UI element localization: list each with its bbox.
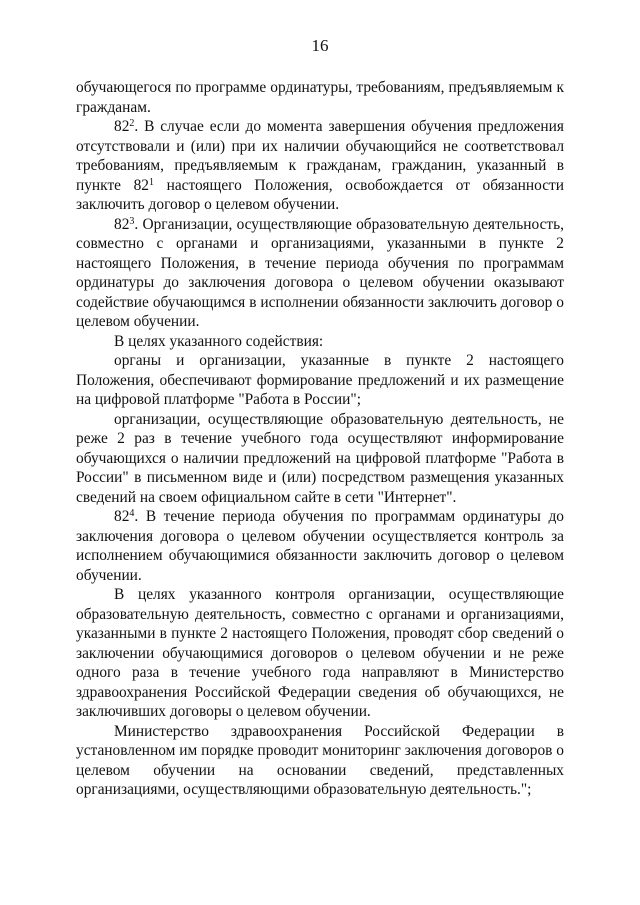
- paragraph-continuation: [76, 78, 564, 117]
- paragraph-text: В целях указанного контроля организации, осуществляющие образовательную деятельность, совместно с органами и организациями, указанными в пункте 2 настоящего Положения, проводят сбор сведений о заключении обучающимися договоров о целевом обучении и не реже одного раза в течение учебного года направляют в Министерство здравоохранения Российской Федерации сведения об обучающихся, не заключивших договоры о целевом обучении.: [76, 586, 564, 720]
- paragraph-organs-ensure: [76, 351, 564, 410]
- clause-superscript: 3: [129, 215, 135, 227]
- clause-superscript: 4: [129, 508, 135, 519]
- paragraph-text: организации, осуществляющие образовательную деятельность, не реже 2 раз в течение учебного года осуществляют информирование обучающихся о наличии предложений на цифровой платформе "Работа в России" в письменном виде и (или) посредством размещения указанных сведений на своем официальном сайте в сети "Интернет".: [76, 410, 564, 506]
- document-body: [76, 78, 564, 800]
- paragraph-82-4: [76, 507, 564, 585]
- paragraph-text: . В течение периода обучения по программам ординатуры до заключения договора о целевом обучении осуществляется контроль за исполнением обучающимися обязанности заключить договор о целевом обучении.: [76, 508, 564, 584]
- clause-superscript: 2: [129, 118, 135, 129]
- page-number: 16: [311, 36, 329, 55]
- paragraph-text: В целях указанного содействия:: [114, 332, 324, 350]
- paragraph-text: настоящего Положения, освобождается от обязанности заключить договор о целевом обучении.: [76, 176, 564, 213]
- paragraph-control-purpose: [76, 585, 564, 722]
- clause-number: 82: [114, 508, 130, 525]
- reference-superscript: 1: [149, 176, 154, 188]
- paragraph-text: обучающегося по программе ординатуры, требованиям, предъявляемым к гражданам.: [76, 79, 564, 116]
- paragraph-text: . В случае если до момента завершения обучения предложения отсутствовали и (или) при их наличии обучающийся не соответствовал требованиям, предъявляемым к гражданам, гражданин, указанный в пункте 82: [76, 118, 564, 194]
- clause-number: 82: [114, 215, 130, 233]
- paragraph-assistance-intro: [76, 332, 564, 352]
- paragraph-ministry-monitoring: [76, 722, 564, 800]
- paragraph-82-2: [76, 117, 564, 215]
- clause-number: 82: [114, 118, 130, 135]
- paragraph-text: органы и организации, указанные в пункте 2 настоящего Положения, обеспечивают формирование предложений и их размещение на цифровой платформе "Работа в России";: [76, 352, 564, 408]
- paragraph-text: . Организации, осуществляющие образовательную деятельность, совместно с органами и организациями, указанными в пункте 2 настоящего Положения, в течение периода обучения по программам ординатуры до заключения договора о целевом обучении оказывают содействие обучающимся в исполнении обязанности заключить договор о целевом обучении.: [76, 215, 564, 330]
- paragraph-text: Министерство здравоохранения Российской Федерации в установленном им порядке проводит мониторинг заключения договоров о целевом обучении на основании сведений, представленных организациями, осуществляющими образовательную деятельность.";: [76, 722, 564, 798]
- paragraph-82-3: [76, 215, 564, 332]
- paragraph-organizations-inform: [76, 410, 564, 508]
